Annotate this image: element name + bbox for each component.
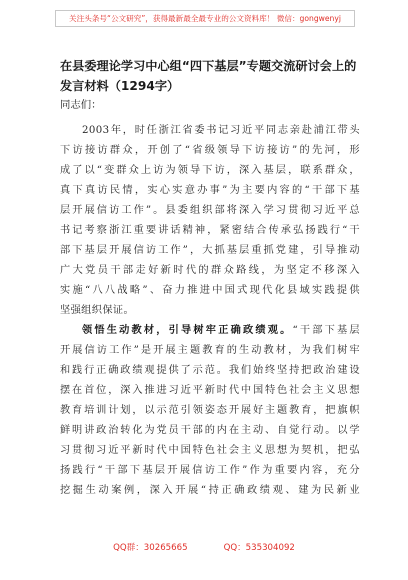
paragraph-2-line: 开展信访工作”是开展主题教育的生动教材，为我们树牢 [60,345,360,356]
paragraph-2-line: 习贯彻习近平新时代中国特色社会主义思想为契机，把弘 [60,445,360,456]
paragraph-2-line: 教育培训计划，以示范引领姿态开展好主题教育，把旗帜 [60,405,360,416]
salutation: 同志们： [60,99,102,111]
paragraph-1-line: 层开展信访工作”。县委组织部将深入学习贯彻习近平总 [60,205,360,216]
paragraph-2 [60,321,360,501]
paragraph-2-line-1-rest: “干部下基层 [292,325,360,336]
paragraph-1-line: 部下基层开展信访工作”，大抓基层重抓党建，引导推动 [60,245,360,256]
paragraph-1-line: 书记考察浙江重要讲话精神，紧密结合传承弘扬践行“干 [60,225,360,236]
paragraph-2-line: 和践行正确政绩观提供了示范。我们始终坚持把政治建设 [60,365,360,376]
paragraph-1-line: 2003年，时任浙江省委书记习近平同志亲赴浦江带头 [82,125,360,136]
footer-qq-group: QQ群：30265665 [113,543,188,553]
footer-qq: QQ：535304092 [223,543,295,553]
paragraph-2-line: 摆在首位，深入推进习近平新时代中国特色社会主义思想 [60,385,360,396]
banner-text: 关注头条号“公文研究”，获得最新最全最专业的公文资料库！ 微信：gongwenyj [69,14,341,23]
title-line-2: 发言材料（1294字） [60,79,180,93]
paragraph-1-line: 广大党员干部走好新时代的群众路线，为坚定不移深入 [60,265,360,276]
paragraph-1-line: 实施“八八战略”、奋力推进中国式现代化县域实践提供 [60,285,360,296]
paragraph-1-line: 成了以“变群众上访为领导下访，深入基层，联系群众， [60,165,360,176]
document-title [60,56,360,96]
paragraph-1-line: 真下真访民情，实心实意办事”为主要内容的“干部下基 [60,185,360,196]
paragraph-2-line [60,321,360,341]
footer [0,541,408,555]
paragraph-1 [60,121,360,321]
top-banner [55,10,355,27]
paragraph-1-line: 下访接访群众，开创了“省级领导下访接访”的先河，形 [60,145,360,156]
paragraph-2-line: 挖掘生动案例，深入开展“持正确政绩观、建为民新业 [60,485,360,496]
paragraph-1-line: 坚强组织保证。 [60,305,135,316]
title-line-1: 在县委理论学习中心组“四下基层”专题交流研讨会上的 [60,59,357,73]
paragraph-2-line: 扬践行“干部下基层开展信访工作”作为重要内容，充分 [60,465,360,476]
paragraph-2-lead: 领悟生动教材，引导树牢正确政绩观。 [82,325,293,336]
paragraph-2-line: 鲜明讲政治转化为党员干部的内在主动、自觉行动。以学 [60,425,360,436]
